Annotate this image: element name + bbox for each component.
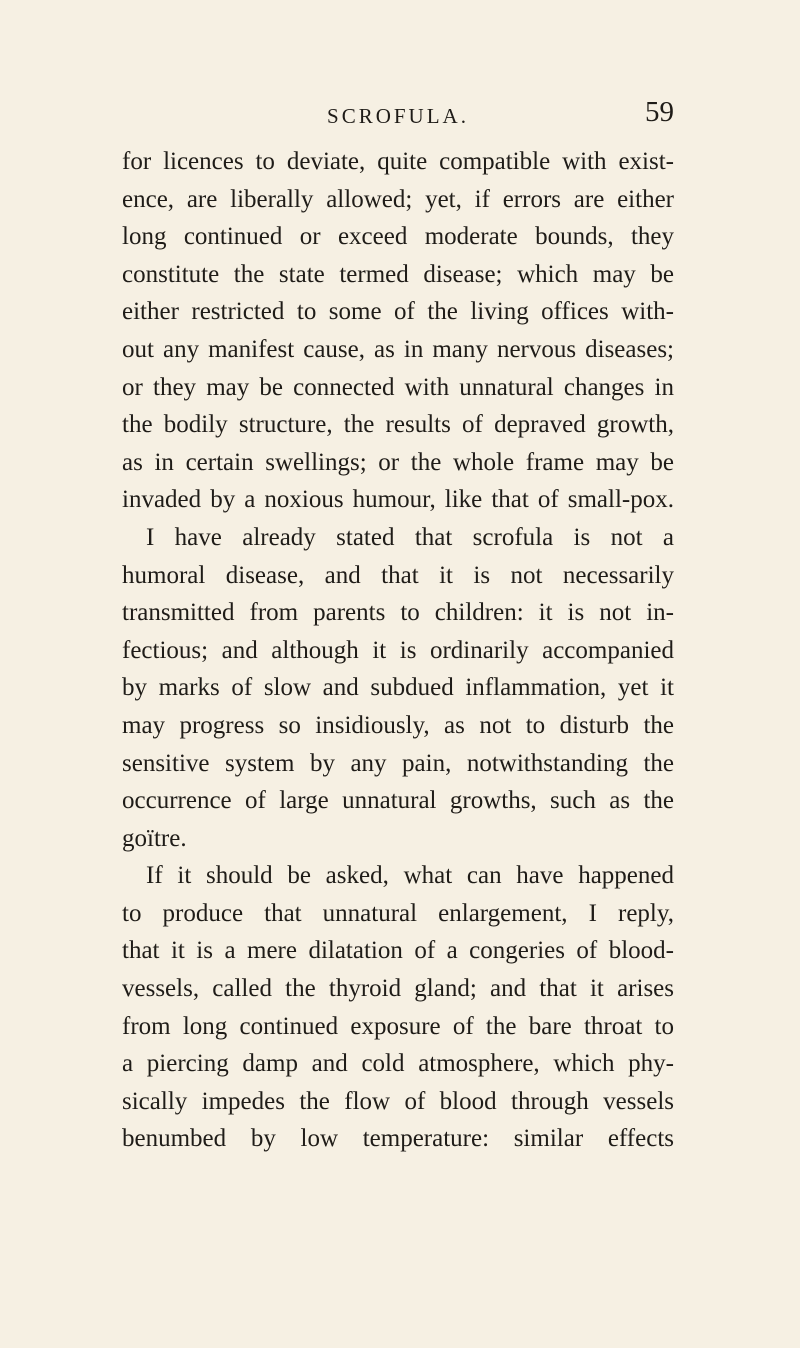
text-line: sically impedes the flow of blood through vessels [122, 1087, 674, 1115]
text-line: sensitive system by any pain, notwithstanding the [122, 749, 674, 777]
text-line: for licences to deviate, quite compatible with exist- [122, 148, 674, 175]
text-line: either restricted to some of the living offices with- [122, 298, 674, 326]
text-line: transmitted from parents to children: it is not in- [122, 599, 674, 627]
page-number: 59 [645, 96, 674, 128]
body-text [122, 143, 674, 1158]
text-line: benumbed by low temperature: similar effects [122, 1125, 674, 1153]
text-line: humoral disease, and that it is not necessarily [122, 561, 674, 589]
text-line: the bodily structure, the results of depraved growth, [122, 411, 674, 439]
text-line: ence, are liberally allowed; yet, if errors are either [122, 185, 674, 213]
text-line: constitute the state termed disease; which may be [122, 260, 674, 288]
paragraph-start-line: I have already stated that scrofula is not a [146, 523, 674, 551]
text-line: or they may be connected with unnatural changes in [122, 373, 674, 401]
text-line: from long continued exposure of the bare throat to [122, 1012, 674, 1040]
text-line: out any manifest cause, as in many nervous diseases; [122, 335, 674, 363]
text-line: occurrence of large unnatural growths, such as the [122, 787, 674, 815]
text-line: that it is a mere dilatation of a congeries of blood- [122, 937, 674, 965]
text-line: to produce that unnatural enlargement, I reply, [122, 899, 674, 927]
text-line: fectious; and although it is ordinarily accompanied [122, 636, 674, 664]
text-line: may progress so insidiously, as not to disturb the [122, 711, 674, 739]
running-title: SCROFULA. [327, 104, 469, 128]
paragraph-end-line: goïtre. [122, 824, 187, 852]
text-line: vessels, called the thyroid gland; and that it arises [122, 975, 674, 1003]
text-line: long continued or exceed moderate bounds, they [122, 223, 674, 251]
text-line: invaded by a noxious humour, like that of small-pox. [122, 486, 674, 514]
running-head [122, 96, 674, 136]
text-line: a piercing damp and cold atmosphere, which phy- [122, 1050, 674, 1078]
text-line: as in certain swellings; or the whole frame may be [122, 448, 674, 476]
paragraph-start-line: If it should be asked, what can have happened [146, 862, 674, 890]
text-line: by marks of slow and subdued inflammation, yet it [122, 674, 674, 702]
